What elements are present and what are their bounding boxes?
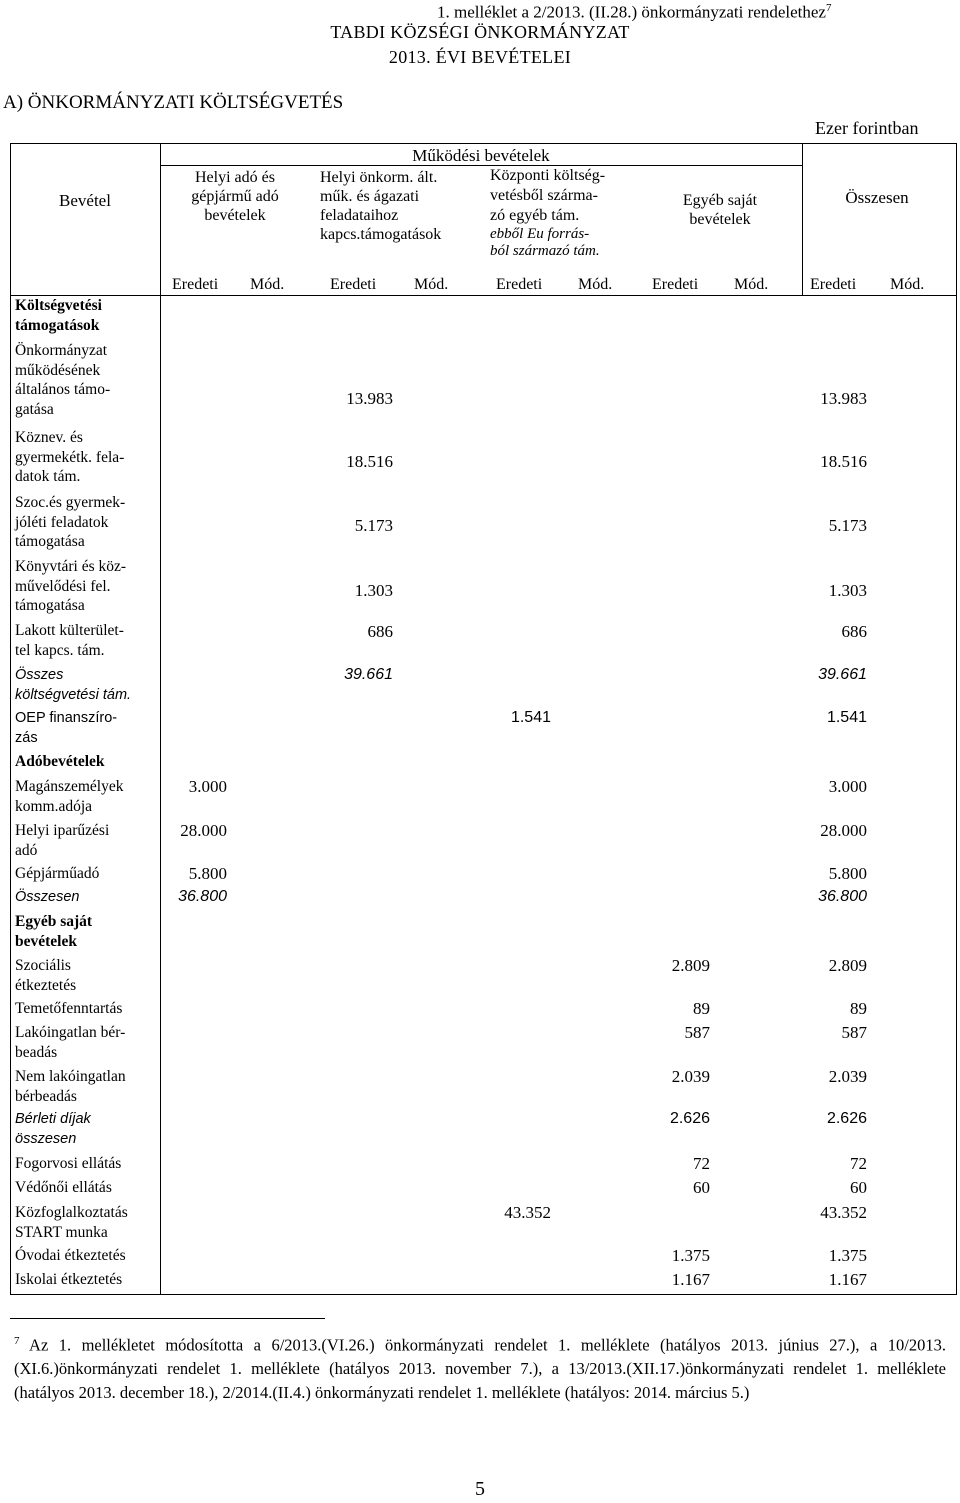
subheader-eredeti-2: Eredeti: [330, 276, 377, 293]
row-total-value: 3.000: [828, 777, 867, 796]
row-total-value: 39.661: [818, 666, 867, 683]
row-label: Szociális étkeztetés: [15, 957, 77, 994]
row-label: Önkormányzat működésének általános támo- gatása: [15, 342, 111, 418]
subheader-mod-5: Mód.: [890, 276, 925, 293]
doc-title-line2: 2013. ÉVI BEVÉTELEI: [388, 47, 572, 67]
row-value: 13.983: [346, 389, 393, 408]
row-label: Adóbevételek: [15, 753, 105, 770]
row-total-value: 36.800: [818, 888, 867, 905]
row-label: Szoc.és gyermek- jóléti feladatok támogatása: [15, 494, 126, 550]
row-label: Lakott külterület- tel kapcs. tám.: [15, 622, 124, 659]
row-value: 1.167: [671, 1270, 710, 1289]
footnote-text: Az 1. mellékletet módosította a 6/2013.(VI.26.) önkormányzati rendelet 1. melléklete (hatályos 2013. június 27.), a 10/2013.(XI.6.)önkormányzati rendelet 1. melléklete (hatályos 2013. november 7.), a 13/2013.(XII.17.)önkormányzati rendelet 1. melléklete (hatályos 2013. december 18.), 2/2014.(II.4.) önkormányzati rendelet 1. melléklete (hatályos: 2014. március 5.): [14, 1335, 946, 1402]
row-total-value: 1.375: [828, 1246, 867, 1265]
row-label: Összesen: [15, 889, 80, 905]
row-value: 1.303: [354, 581, 393, 600]
doc-title-line1: TABDI KÖZSÉGI ÖNKORMÁNYZAT: [330, 22, 630, 42]
subheader-eredeti-5: Eredeti: [810, 276, 857, 293]
row-label: Védőnői ellátás: [15, 1179, 112, 1196]
row-total-value: 13.983: [820, 389, 867, 408]
row-value: 36.800: [178, 888, 227, 905]
header-mukodesi-bevetelek: Működési bevételek: [412, 146, 550, 165]
row-value: 5.800: [188, 864, 227, 883]
subheader-mod-1: Mód.: [250, 276, 285, 293]
row-total-value: 1.303: [828, 581, 867, 600]
row-value: 60: [693, 1178, 710, 1197]
header-col-kozponti: Központi költség- vetésből szárma- zó egyéb tám. ebből Eu forrás- ból származó tám.: [490, 167, 606, 259]
annex-footnote-ref: 7: [825, 2, 832, 14]
header-col-helyi-onkorm: Helyi önkorm. ált. műk. és ágazati feladataihoz kapcs.támogatások: [320, 169, 442, 243]
row-total-value: 2.626: [826, 1110, 867, 1127]
header-col-helyi-ado: Helyi adó és gépjármű adó bevételek: [191, 169, 279, 224]
row-value: 5.173: [354, 516, 393, 535]
row-label: Közfoglalkoztatás START munka: [15, 1204, 128, 1241]
row-value: 43.352: [504, 1203, 551, 1222]
row-total-value: 686: [841, 622, 867, 641]
subheader-mod-2: Mód.: [414, 276, 449, 293]
row-value: 1.375: [671, 1246, 710, 1265]
row-total-value: 60: [850, 1178, 867, 1197]
header-bevetel: Bevétel: [59, 191, 111, 210]
row-total-value: 2.809: [828, 956, 867, 975]
page-number: 5: [475, 1478, 485, 1500]
row-label: Egyéb saját bevételek: [15, 913, 93, 950]
row-total-value: 1.541: [826, 709, 867, 726]
row-value: 1.541: [510, 709, 551, 726]
subheader-eredeti-1: Eredeti: [172, 276, 219, 293]
row-total-value: 1.167: [828, 1270, 867, 1289]
row-label: Óvodai étkeztetés: [15, 1247, 126, 1264]
row-total-value: 2.039: [828, 1067, 867, 1086]
row-label: Lakóingatlan bér- beadás: [15, 1024, 126, 1061]
row-label: Gépjárműadó: [15, 865, 100, 882]
row-value: 686: [367, 622, 393, 641]
row-label: Összes költségvetési tám.: [15, 667, 132, 703]
row-total-value: 28.000: [820, 821, 867, 840]
header-col-egyeb-sajat: Egyéb saját bevételek: [682, 192, 758, 228]
row-total-value: 5.173: [828, 516, 867, 535]
subheader-mod-4: Mód.: [734, 276, 769, 293]
row-value: 2.626: [669, 1110, 710, 1127]
row-total-value: 18.516: [820, 452, 867, 471]
row-label: Bérleti díjak összesen: [15, 1111, 91, 1147]
subheader-eredeti-3: Eredeti: [496, 276, 543, 293]
row-total-value: 43.352: [820, 1203, 867, 1222]
row-value: 3.000: [188, 777, 227, 796]
row-total-value: 72: [850, 1154, 867, 1173]
row-label: Fogorvosi ellátás: [15, 1155, 122, 1172]
row-label: Költségvetési támogatások: [15, 297, 102, 334]
annex-note: 1. melléklet a 2/2013. (II.28.) önkormányzati rendelethez$^7$: [437, 2, 832, 22]
row-total-value: 587: [841, 1023, 867, 1042]
footnote-rule: [10, 1318, 325, 1319]
unit-label: Ezer forintban: [815, 118, 919, 138]
footnote-marker: 7: [14, 1335, 20, 1347]
row-label: OEP finanszíro- zás: [15, 710, 118, 746]
subheader-mod-3: Mód.: [578, 276, 613, 293]
row-value: 2.039: [671, 1067, 710, 1086]
row-value: 587: [684, 1023, 710, 1042]
subheader-eredeti-4: Eredeti: [652, 276, 699, 293]
footnote: [14, 1330, 946, 1404]
row-label: Magánszemélyek komm.adója: [15, 778, 124, 815]
row-value: 72: [693, 1154, 710, 1173]
row-label: Helyi iparűzési adó: [15, 822, 110, 859]
row-label: Nem lakóingatlan bérbeadás: [15, 1068, 126, 1105]
row-label: Könyvtári és köz- művelődési fel. támogatása: [15, 558, 127, 614]
row-label: Köznev. és gyermekétk. fela- datok tám.: [15, 429, 125, 485]
row-total-value: 89: [850, 999, 867, 1018]
section-heading: A) ÖNKORMÁNYZATI KÖLTSÉGVETÉS: [3, 92, 344, 113]
revenue-table: [10, 143, 957, 1295]
row-total-value: 5.800: [828, 864, 867, 883]
header-col-osszesen: Összesen: [845, 188, 909, 207]
row-label: Temetőfenntartás: [15, 1000, 123, 1017]
row-label: Iskolai étkeztetés: [15, 1271, 123, 1288]
row-value: 28.000: [180, 821, 227, 840]
row-value: 2.809: [671, 956, 710, 975]
row-value: 39.661: [344, 666, 393, 683]
row-value: 89: [693, 999, 710, 1018]
row-value: 18.516: [346, 452, 393, 471]
